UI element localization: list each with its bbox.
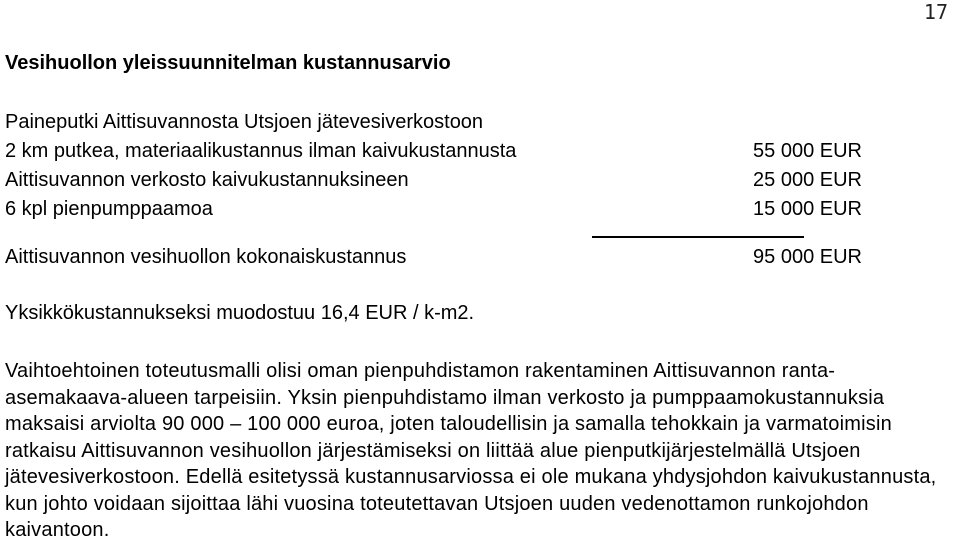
cost-row — [5, 195, 955, 224]
page-number: 17 — [923, 0, 948, 24]
total-label: Aittisuvannon vesihuollon kokonaiskustannus — [5, 246, 407, 268]
cost-item-label: Aittisuvannon verkosto kaivukustannuksineen — [5, 169, 409, 191]
cost-item-label: 6 kpl pienpumppaamoa — [5, 198, 213, 220]
cost-section-title: Paineputki Aittisuvannosta Utsjoen jätevesiverkostoon — [5, 111, 484, 133]
cost-row — [5, 137, 955, 166]
cost-item-amount: 55 000 EUR — [753, 140, 862, 162]
body-paragraph: Vaihtoehtoinen toteutusmalli olisi oman pienpuhdistamon rakentaminen Aittisuvannon ranta-asemakaava-alueen tarpeisiin. Yksin pienpuhdistamo ilman verkosto ja pumppaamokustannuksia maksaisi arviolta 90 000 – 100 000 euroa, joten taloudellisin ja samalla tehokkain ja varmatoimisin ratkaisu Aittisuvannon vesihuollon järjestämiseksi on liittää alue pienputkijärjestelmällä Utsjoen jätevesiverkostoon. Edellä esitetyssä kustannusarviossa ei ole mukana yhdysjohdon kaivukustannusta, kun johto voidaan sijoittaa lähi vuosina toteutettavan Utsjoen uuden vedenottamon runkojohdon kaivantoon. — [5, 360, 937, 541]
total-row — [5, 243, 955, 272]
sum-divider — [592, 236, 804, 238]
unit-cost-text: Yksikkökustannukseksi muodostuu 16,4 EUR / k-m2. — [5, 302, 475, 324]
page-title: Vesihuollon yleissuunnitelman kustannusarvio — [5, 52, 451, 74]
cost-item-amount: 15 000 EUR — [753, 198, 862, 220]
total-amount: 95 000 EUR — [753, 246, 862, 268]
cost-item-amount: 25 000 EUR — [753, 169, 862, 191]
cost-breakdown — [5, 108, 955, 224]
cost-row — [5, 166, 955, 195]
cost-item-label: 2 km putkea, materiaalikustannus ilman kaivukustannusta — [5, 140, 517, 162]
